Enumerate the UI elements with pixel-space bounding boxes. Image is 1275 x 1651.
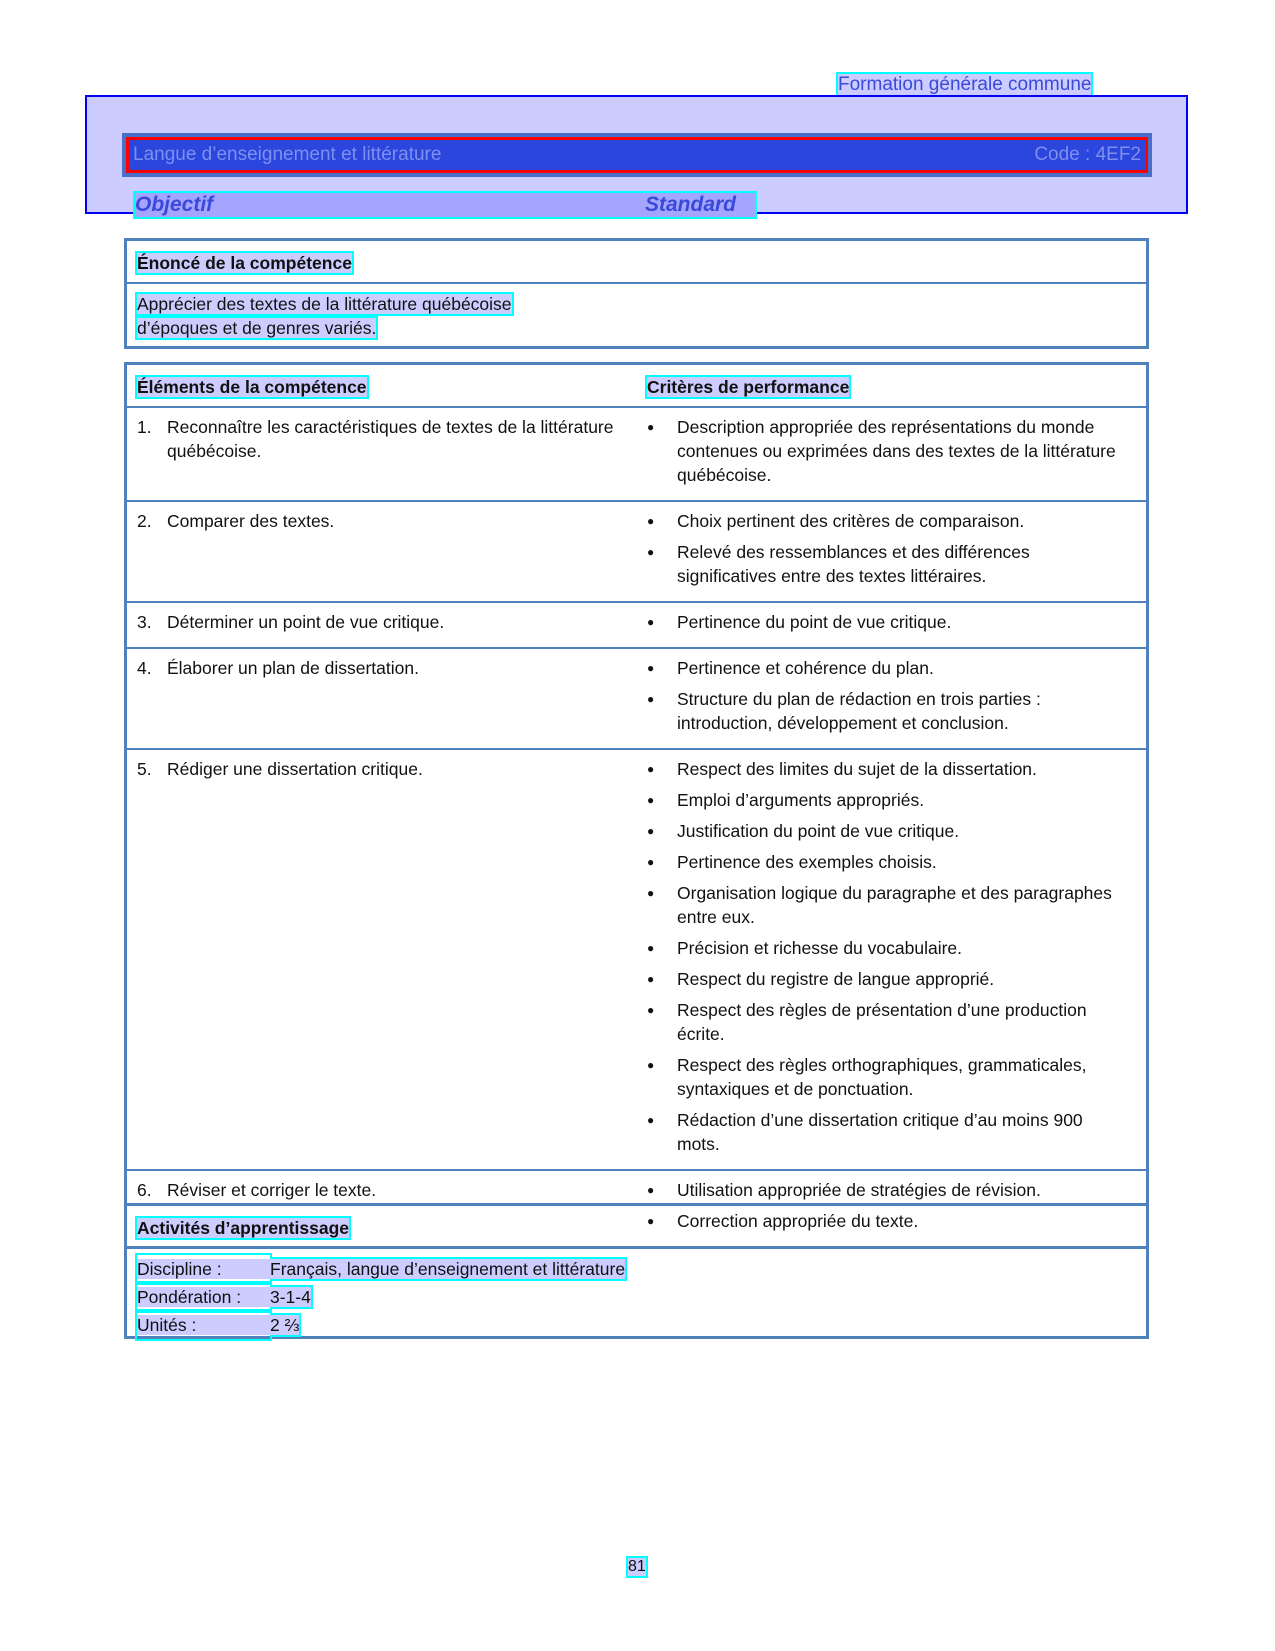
element-number: 5. — [137, 759, 152, 779]
criterion-item — [647, 788, 1136, 812]
weighting-label: Pondération : — [137, 1287, 242, 1307]
element-text: Réviser et corriger le texte. — [167, 1180, 377, 1200]
criterion-text: Relevé des ressemblances et des différences significatives entre des textes littéraires. — [677, 542, 1030, 586]
criterion-item — [647, 819, 1136, 843]
criterion-text: Pertinence et cohérence du plan. — [677, 658, 934, 678]
bullet-icon: ● — [647, 941, 655, 955]
criterion-text: Utilisation appropriée de stratégies de révision. — [677, 1180, 1041, 1200]
bullet-icon: ● — [647, 972, 655, 986]
elements-heading: Éléments de la compétence — [137, 377, 367, 397]
criteria-heading: Critères de performance — [647, 377, 850, 397]
element-number: 4. — [137, 658, 152, 678]
table-row — [127, 408, 1146, 500]
criterion-text: Respect des limites du sujet de la dissertation. — [677, 759, 1037, 779]
element-number: 6. — [137, 1180, 152, 1200]
page-number: 81 — [628, 1558, 646, 1575]
element-text: Déterminer un point de vue critique. — [167, 612, 445, 632]
element-text: Élaborer un plan de dissertation. — [167, 658, 419, 678]
competency-statement-box — [124, 238, 1149, 349]
criterion-item — [647, 967, 1136, 991]
bullet-icon: ● — [647, 1183, 655, 1197]
section-label: Formation générale commune — [838, 74, 1092, 95]
table-row — [127, 500, 1146, 601]
units-label: Unités : — [137, 1315, 197, 1335]
bullet-icon: ● — [647, 824, 655, 838]
element-number: 3. — [137, 612, 152, 632]
criterion-item — [647, 757, 1136, 781]
statement-heading: Énoncé de la compétence — [137, 253, 352, 273]
criterion-item — [647, 415, 1136, 487]
objective-standard-row — [135, 193, 755, 217]
criterion-item — [647, 1053, 1136, 1101]
standard-label: Standard — [645, 193, 737, 216]
criterion-item — [647, 540, 1136, 588]
element-number: 1. — [137, 417, 152, 437]
bullet-icon: ● — [647, 420, 655, 434]
criterion-item — [647, 610, 1136, 634]
criterion-text: Correction appropriée du texte. — [677, 1211, 919, 1231]
criterion-text: Emploi d’arguments appropriés. — [677, 790, 925, 810]
code-label: Code : — [1034, 144, 1091, 165]
course-code: 4EF2 — [1095, 144, 1141, 165]
statement-text: Apprécier des textes de la littérature québécoise — [137, 294, 512, 314]
table-row — [127, 601, 1146, 647]
discipline-label: Discipline : — [137, 1259, 222, 1279]
table-row — [127, 748, 1146, 1169]
criterion-text: Choix pertinent des critères de comparaison. — [677, 511, 1025, 531]
objective-label: Objectif — [135, 193, 214, 216]
criterion-item — [647, 656, 1136, 680]
elements-table — [124, 362, 1149, 1249]
criterion-item — [647, 998, 1136, 1046]
bullet-icon: ● — [647, 1113, 655, 1127]
criterion-text: Précision et richesse du vocabulaire. — [677, 938, 963, 958]
criterion-item — [647, 850, 1136, 874]
bullet-icon: ● — [647, 762, 655, 776]
criterion-text: Organisation logique du paragraphe et des paragraphes entre eux. — [677, 883, 1112, 927]
criterion-text: Respect des règles orthographiques, grammaticales, syntaxiques et de ponctuation. — [677, 1055, 1087, 1099]
element-number: 2. — [137, 511, 152, 531]
activities-heading: Activités d’apprentissage — [137, 1218, 350, 1238]
criterion-text: Structure du plan de rédaction en trois parties : introduction, développement et conclusion. — [677, 689, 1041, 733]
element-text: Reconnaître les caractéristiques de textes de la littérature québécoise. — [167, 417, 614, 461]
criterion-text: Respect des règles de présentation d’une production écrite. — [677, 1000, 1087, 1044]
criterion-item — [647, 881, 1136, 929]
bullet-icon: ● — [647, 886, 655, 900]
bullet-icon: ● — [647, 1214, 655, 1228]
criterion-text: Respect du registre de langue approprié. — [677, 969, 995, 989]
course-title-bar — [122, 133, 1152, 177]
criterion-text: Pertinence du point de vue critique. — [677, 612, 952, 632]
criterion-text: Rédaction d’une dissertation critique d’au moins 900 mots. — [677, 1110, 1083, 1154]
criterion-item — [647, 1108, 1136, 1156]
criterion-text: Pertinence des exemples choisis. — [677, 852, 937, 872]
weighting-value: 3-1-4 — [270, 1287, 311, 1307]
element-text: Rédiger une dissertation critique. — [167, 759, 423, 779]
criterion-text: Description appropriée des représentations du monde contenues ou exprimées dans des textes de la littérature québécoise. — [677, 417, 1116, 485]
bullet-icon: ● — [647, 661, 655, 675]
bullet-icon: ● — [647, 793, 655, 807]
activities-box — [124, 1203, 1149, 1339]
criterion-item — [647, 936, 1136, 960]
course-title: Langue d’enseignement et littérature — [133, 144, 442, 165]
discipline-value: Français, langue d’enseignement et littérature — [270, 1259, 626, 1279]
bullet-icon: ● — [647, 855, 655, 869]
bullet-icon: ● — [647, 1003, 655, 1017]
element-text: Comparer des textes. — [167, 511, 335, 531]
bullet-icon: ● — [647, 1058, 655, 1072]
table-row — [127, 647, 1146, 748]
bullet-icon: ● — [647, 692, 655, 706]
criterion-item — [647, 509, 1136, 533]
criterion-item — [647, 1178, 1136, 1202]
bullet-icon: ● — [647, 514, 655, 528]
statement-text: d’époques et de genres variés. — [137, 318, 377, 338]
bullet-icon: ● — [647, 545, 655, 559]
bullet-icon: ● — [647, 615, 655, 629]
units-value: 2 ⅔ — [270, 1315, 300, 1335]
criterion-item — [647, 687, 1136, 735]
criterion-text: Justification du point de vue critique. — [677, 821, 960, 841]
